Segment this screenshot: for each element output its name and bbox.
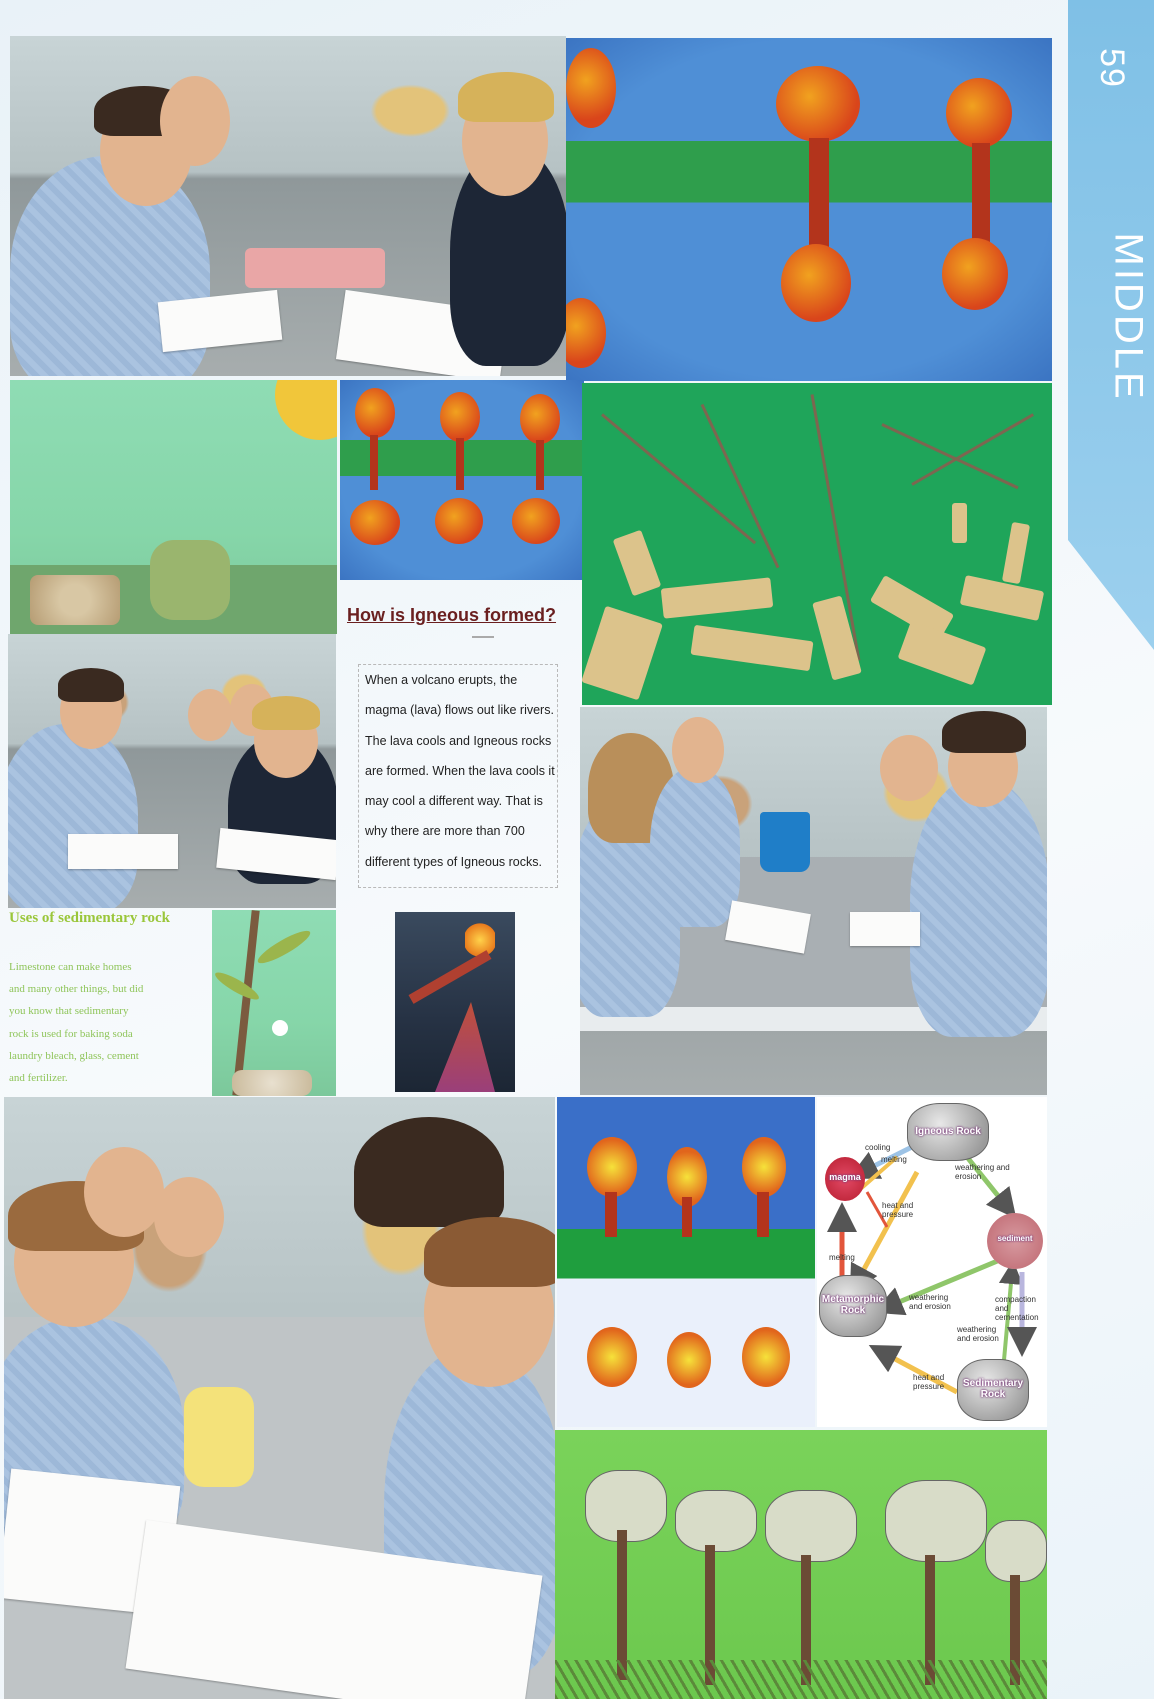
label-heat-pressure-1: heat and pressure xyxy=(882,1201,914,1219)
igneous-line: may cool a different way. That is xyxy=(365,794,543,809)
painting-volcano-reflection xyxy=(566,38,1052,381)
title-ornament xyxy=(472,636,494,638)
collage-bark-trees xyxy=(582,383,1052,705)
sedimentary-line: Limestone can make homes xyxy=(9,961,132,973)
photo-students-rocks xyxy=(4,1097,555,1699)
igneous-heading: How is Igneous formed? xyxy=(347,605,557,625)
sedimentary-text xyxy=(9,956,204,1089)
painting-volcano-dotted xyxy=(557,1097,815,1427)
sediment-node: sediment xyxy=(987,1213,1043,1269)
igneous-line: are formed. When the lava cools it xyxy=(365,763,555,778)
igneous-line: magma (lava) flows out like rivers. xyxy=(365,703,554,718)
magma-node: magma xyxy=(825,1157,865,1201)
section-label: MIDDLE xyxy=(1106,232,1151,402)
collage-plant xyxy=(212,910,336,1096)
painting-volcano-small xyxy=(340,380,584,580)
sedimentary-heading: Uses of sedimentary rock xyxy=(9,910,170,926)
photo-students-writing xyxy=(10,36,566,376)
igneous-line: The lava cools and Igneous rocks xyxy=(365,733,552,748)
label-compaction: compaction and cementation xyxy=(995,1295,1039,1322)
igneous-line: different types of Igneous rocks. xyxy=(365,854,542,869)
sedimentary-line: and fertilizer. xyxy=(9,1072,68,1085)
page-number: 59 xyxy=(1093,48,1131,88)
igneous-line: why there are more than 700 xyxy=(365,824,525,839)
photo-girls-at-table xyxy=(580,707,1047,1095)
metamorphic-rock-node: Metamorphic Rock xyxy=(819,1275,887,1337)
label-weathering-1: weathering and erosion xyxy=(955,1163,1010,1181)
sedimentary-line: laundry bleach, glass, cement xyxy=(9,1049,139,1062)
igneous-rock-node: Igneous Rock xyxy=(907,1103,989,1161)
sedimentary-line: rock is used for baking soda xyxy=(9,1027,133,1040)
label-weathering-3: weathering and erosion xyxy=(957,1325,999,1343)
rock-cycle-diagram xyxy=(817,1097,1047,1427)
label-weathering-2: weathering and erosion xyxy=(909,1293,951,1311)
igneous-text-box xyxy=(358,664,558,888)
collage-sediment xyxy=(10,380,337,634)
label-heat-pressure-2: heat and pressure xyxy=(913,1373,945,1391)
sedimentary-line: you know that sedimentary xyxy=(9,1005,129,1018)
sedimentary-line: and many other things, but did xyxy=(9,983,144,996)
igneous-line: When a volcano erupts, the xyxy=(365,673,518,687)
photo-students-group xyxy=(8,634,336,908)
label-cooling: cooling xyxy=(865,1143,891,1152)
volcano-image xyxy=(395,912,515,1092)
label-melting-left: melting xyxy=(829,1253,855,1262)
sedimentary-rock-node: Sedimentary Rock xyxy=(957,1359,1029,1421)
label-melting-top: melting xyxy=(881,1155,907,1164)
collage-rock-trees xyxy=(555,1430,1047,1699)
